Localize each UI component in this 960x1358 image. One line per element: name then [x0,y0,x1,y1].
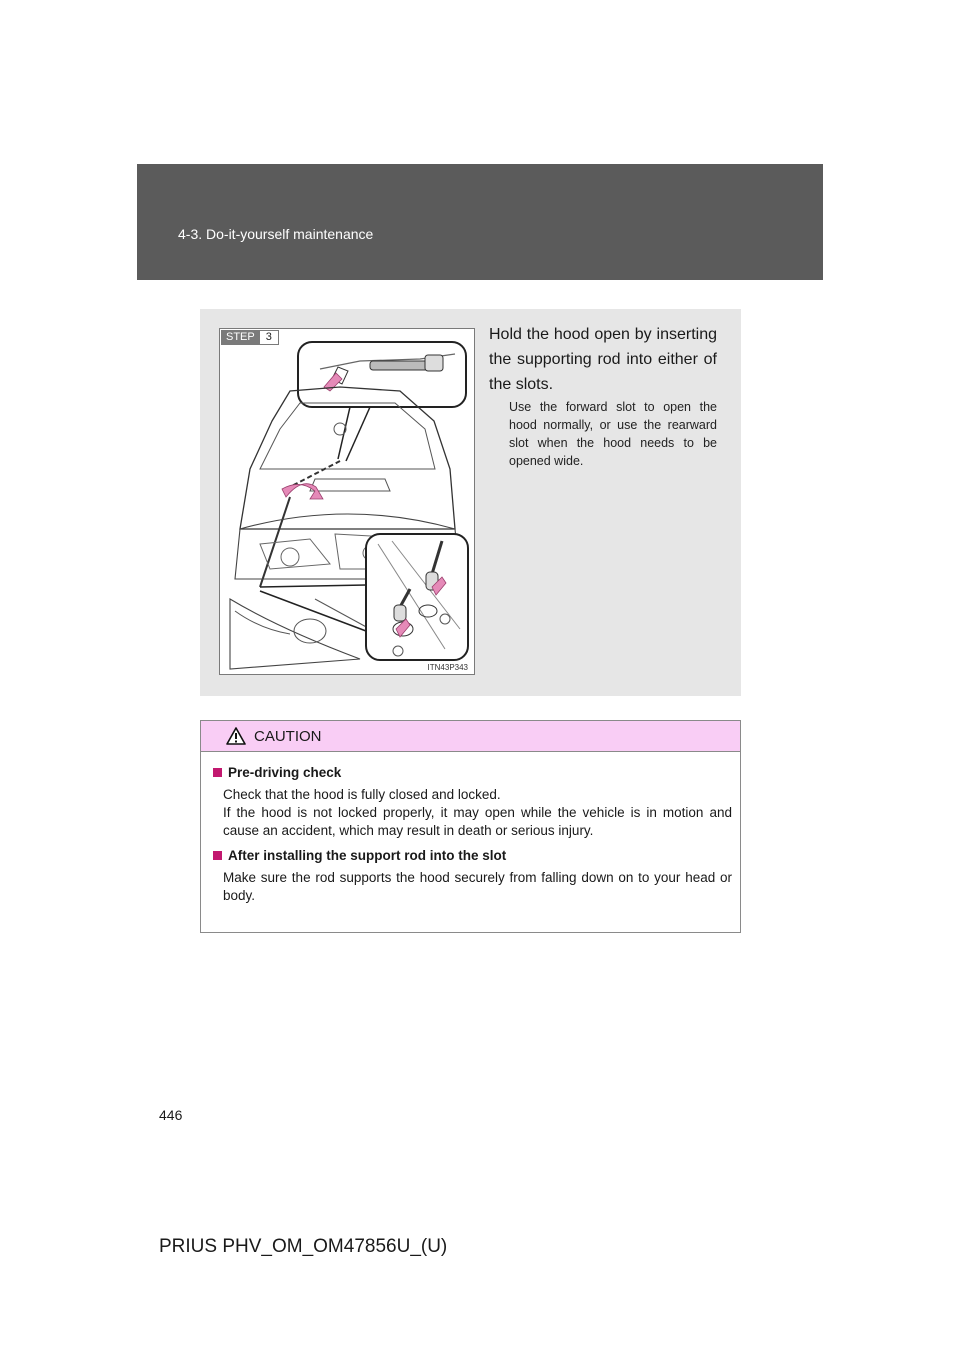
caution-item-title-text: After installing the support rod into the slot [228,848,507,863]
step-panel [200,309,741,696]
caution-item-title [213,848,732,863]
caution-box [200,720,741,933]
caution-paragraph-line: Check that the hood is fully closed and locked. [223,787,501,802]
caution-item-title-text: Pre-driving check [228,765,342,780]
caution-item-title [213,765,732,780]
caution-header [201,721,740,752]
document-code: PRIUS PHV_OM_OM47856U_(U) [159,1236,448,1257]
square-bullet-icon [213,768,222,777]
step-badge [221,330,279,345]
step-badge-word: STEP [221,330,260,345]
step-instruction: Hold the hood open by inserting the supporting rod into either of the slots. [489,326,717,393]
page-number: 446 [159,1107,183,1123]
caution-item [213,848,732,905]
figure-code: ITN43P343 [427,663,468,672]
step-note: Use the forward slot to open the hood normally, or use the rearward slot when the hood needs to be opened wide. [509,400,717,468]
section-title: 4-3. Do-it-yourself maintenance [178,226,374,242]
caution-body [201,752,740,905]
warning-triangle-icon [226,727,246,745]
square-bullet-icon [213,851,222,860]
hood-illustration [220,329,475,675]
caution-paragraph: Make sure the rod supports the hood securely from falling down on to your head or body. [223,870,732,903]
step-badge-number: 3 [260,330,279,345]
caution-heading: CAUTION [254,727,322,745]
caution-paragraph [213,786,732,840]
hood-support-figure [219,328,475,675]
caution-item [213,765,732,840]
caution-paragraph-line: If the hood is not locked properly, it may open while the vehicle is in motion and cause an accident, which may result in death or serious injury. [223,805,732,838]
header-band [137,164,823,280]
